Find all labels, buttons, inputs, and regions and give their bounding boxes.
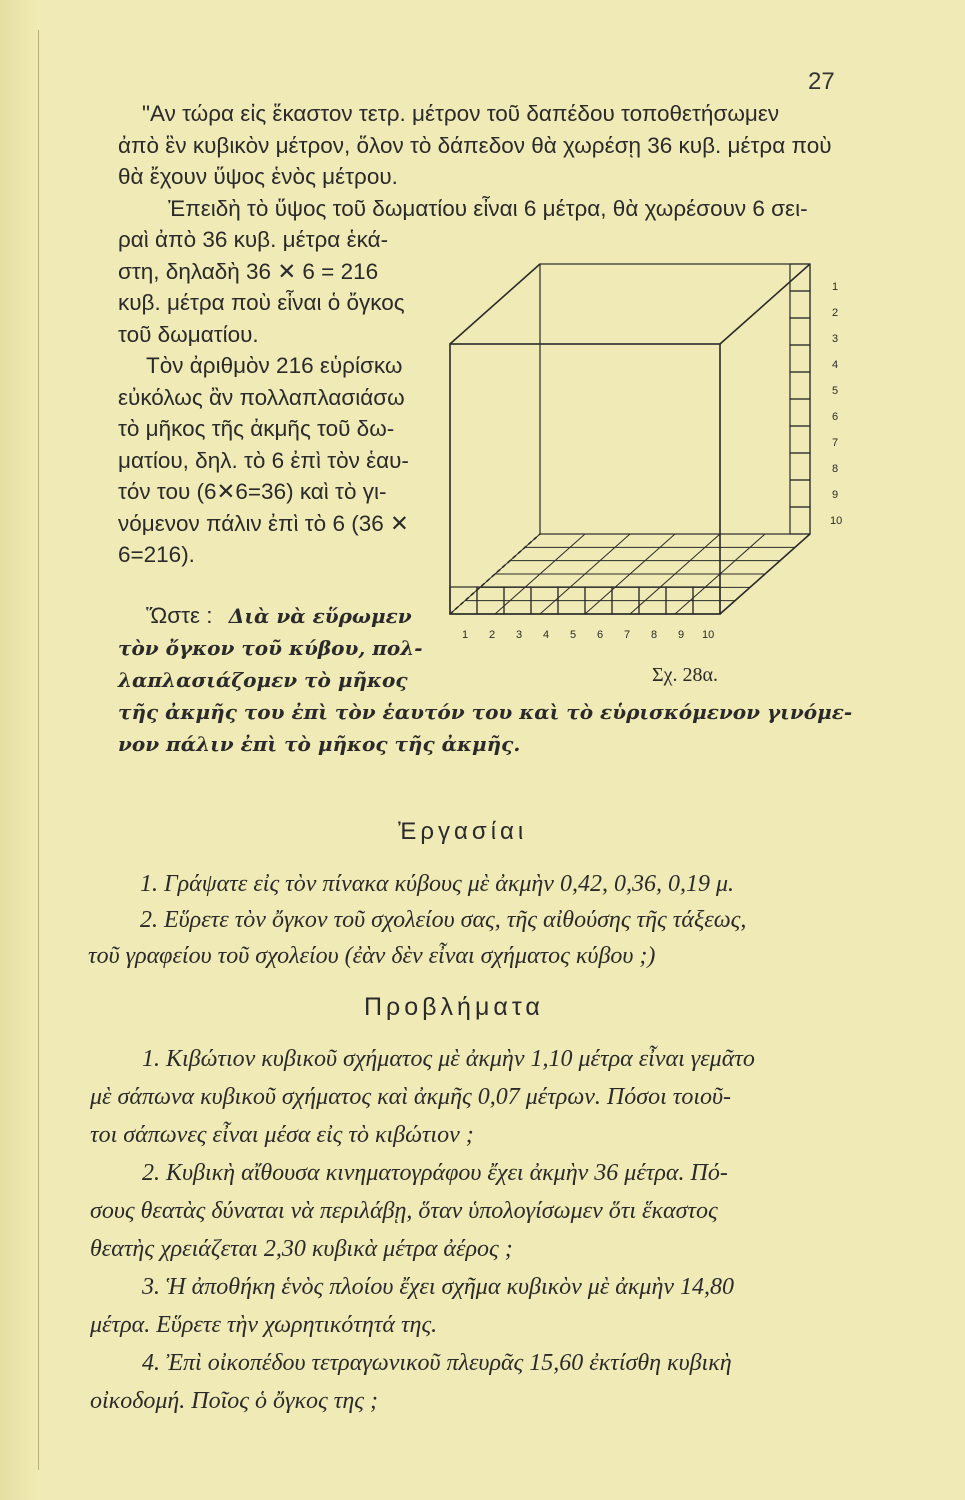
body-line: νόμενον πάλιν ἐπὶ τὸ 6 (36 ✕	[118, 510, 409, 536]
intro-line: θὰ ἔχουν ὕψος ἑνὸς μέτρου.	[118, 164, 398, 189]
cube-outline	[450, 264, 810, 614]
body-line: στη, δηλαδὴ 36 ✕ 6 = 216	[118, 258, 379, 284]
margin-line	[38, 30, 39, 1470]
side-label: 9	[832, 489, 839, 501]
unit-cube	[790, 345, 810, 372]
unit-cube	[790, 372, 810, 399]
rule-line: λαπλασιάζομεν τὸ μῆκος	[118, 668, 408, 692]
cube-back-face	[540, 264, 810, 534]
problem-item: 1. Κιβώτιον κυβικοῦ σχήματος μὲ ἀκμὴν 1,10 μέτρα εἶναι γεμᾶτο	[142, 1046, 755, 1072]
bottom-label: 6	[597, 629, 604, 641]
unit-cube	[790, 507, 810, 534]
body-line: Τὸν ἀριθμὸν 216 εὑρίσκω	[146, 353, 403, 378]
body-line: τόν του (6✕6=36) καὶ τὸ γι-	[118, 479, 387, 504]
side-label: 1	[832, 281, 839, 293]
unit-cube	[790, 291, 810, 318]
body-line: ραὶ ἀπὸ 36 κυβ. μέτρα ἑκά-	[118, 227, 389, 252]
body-line: 6=216).	[118, 542, 195, 567]
unit-cube	[790, 264, 810, 291]
figure-caption: Σχ. 28α.	[652, 664, 718, 686]
problem-item: τοι σάπωνες εἶναι μέσα εἰς τὸ κιβώτιον ;	[90, 1122, 474, 1148]
bottom-label: 1	[462, 629, 469, 641]
exercise-item: τοῦ γραφείου τοῦ σχολείου (ἐὰν δὲν εἶναι σχήματος κύβου ;)	[88, 943, 656, 969]
left-column-text	[118, 224, 409, 571]
bottom-label: 10	[702, 629, 715, 641]
side-label: 7	[832, 437, 839, 449]
body-line: τὸ μῆκος τῆς ἀκμῆς τοῦ δω-	[118, 416, 395, 441]
side-label: 3	[832, 333, 839, 345]
rule-line: τὸν ὄγκον τοῦ κύβου, πολ-	[118, 636, 423, 660]
side-label: 6	[832, 411, 839, 423]
page-number: 27	[808, 68, 835, 95]
side-label: 8	[832, 463, 839, 475]
cube-edge	[720, 264, 810, 344]
bottom-label: 7	[624, 629, 631, 641]
side-label: 2	[832, 307, 839, 319]
problem-item: σους θεατὰς δύναται νὰ περιλάβῃ, ὅταν ὑπολογίσωμεν ὅτι ἕκαστος	[90, 1198, 718, 1224]
unit-cube	[790, 399, 810, 426]
bottom-label: 4	[543, 629, 550, 641]
rule-line: νον πάλιν ἐπὶ τὸ μῆκος τῆς ἀκμῆς.	[118, 732, 521, 756]
problem-item: θεατὴς χρειάζεται 2,30 κυβικὰ μέτρα ἀέρος ;	[90, 1236, 513, 1262]
body-line: κυβ. μέτρα ποὺ εἶναι ὁ ὄγκος	[118, 290, 405, 315]
bottom-label: 5	[570, 629, 577, 641]
bottom-label: 3	[516, 629, 523, 641]
side-label: 4	[832, 359, 839, 371]
side-label: 10	[830, 515, 843, 527]
cube-edge	[450, 264, 540, 344]
intro-line: Ἐπειδὴ τὸ ὕψος τοῦ δωματίου εἶναι 6 μέτρα, θὰ χωρέσουν 6 σει-	[168, 195, 808, 221]
exercise-item: 2. Εὕρετε τὸν ὄγκον τοῦ σχολείου σας, τῆς αἰθούσης τῆς τάξεως,	[140, 907, 747, 933]
body-line: τοῦ δωματίου.	[118, 321, 259, 347]
side-label: 5	[832, 385, 839, 397]
exercises-list	[88, 866, 746, 974]
unit-cube	[790, 453, 810, 480]
page-edge	[0, 0, 40, 1500]
problem-item: μὲ σάπωνα κυβικοῦ σχήματος καὶ ἀκμῆς 0,07 μέτρων. Πόσοι τοιοῦ-	[90, 1084, 732, 1110]
height-column-cubes	[790, 264, 810, 534]
rule-prefix: Ὥστε :	[146, 603, 213, 628]
body-line: ματίου, δηλ. τὸ 6 ἐπὶ τὸν ἑαυ-	[118, 447, 409, 473]
intro-line: "Αν τώρα εἰς ἕκαστον τετρ. μέτρον τοῦ δαπέδου τοποθετήσωμεν	[142, 101, 780, 126]
unit-cube	[790, 480, 810, 507]
rule-line: τῆς ἀκμῆς του ἐπὶ τὸν ἑαυτόν του καὶ τὸ εὑρισκόμενον γινόμε-	[118, 700, 853, 724]
problem-item: μέτρα. Εὕρετε τὴν χωρητικότητά της.	[90, 1312, 438, 1338]
bottom-label: 9	[678, 629, 685, 641]
intro-paragraph	[118, 98, 832, 224]
problems-list	[90, 1040, 755, 1420]
problem-item: 4. Ἐπὶ οἰκοπέδου τετραγωνικοῦ πλευρᾶς 15,60 ἐκτίσθη κυβικὴ	[142, 1350, 732, 1376]
unit-cube	[790, 426, 810, 453]
problem-item: 3. Ἡ ἀποθήκη ἑνὸς πλοίου ἔχει σχῆμα κυβικὸν μὲ ἀκμὴν 14,80	[142, 1274, 735, 1300]
body-line: εὐκόλως ἂν πολλαπλασιάσω	[118, 384, 405, 410]
rule-line: Διὰ νὰ εὕρωμεν	[228, 604, 412, 628]
intro-line: ἀπὸ ἓν κυβικὸν μέτρον, ὅλον τὸ δάπεδον θὰ χωρέσῃ 36 κυβ. μέτρα ποὺ	[118, 132, 832, 158]
exercise-item: 1. Γράψατε εἰς τὸν πίνακα κύβους μὲ ἀκμὴν 0,42, 0,36, 0,19 μ.	[140, 871, 734, 897]
cube-figure	[440, 252, 860, 652]
unit-cube	[790, 318, 810, 345]
problem-item: 2. Κυβικὴ αἴθουσα κινηματογράφου ἔχει ἀκμὴν 36 μέτρα. Πό-	[142, 1160, 728, 1186]
bottom-label: 8	[651, 629, 658, 641]
exercises-heading: Ἐργασίαι	[398, 818, 528, 845]
problems-heading: Προβλήματα	[364, 993, 544, 1021]
problem-item: οἰκοδομή. Ποῖος ὁ ὄγκος της ;	[90, 1388, 378, 1414]
bottom-label: 2	[489, 629, 496, 641]
